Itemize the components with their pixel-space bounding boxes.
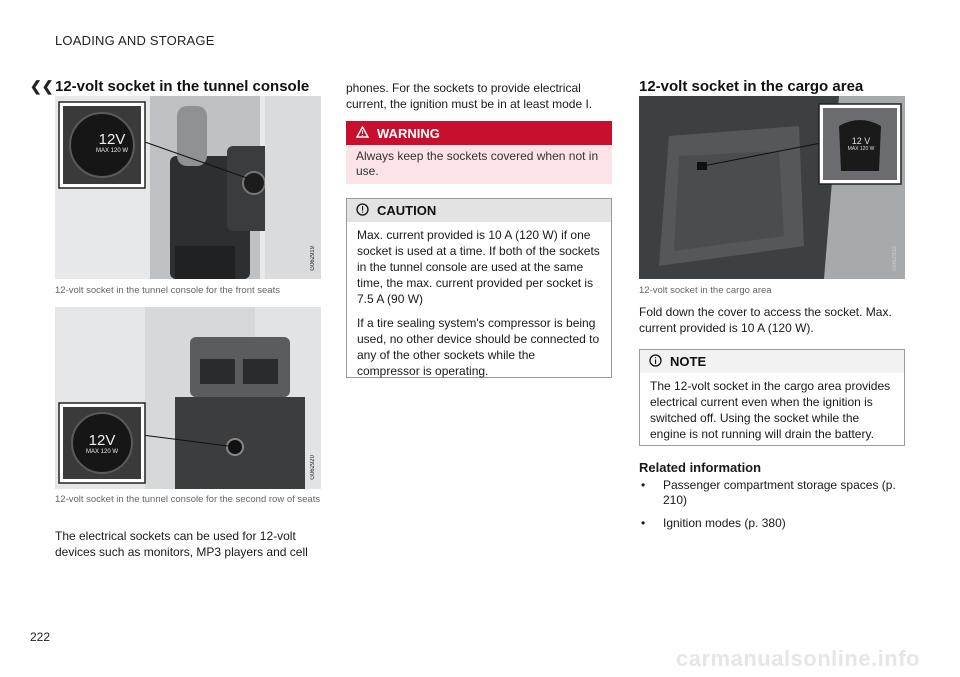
watermark-text: carmanualsonline.info [676,646,920,671]
warning-triangle-icon [356,126,369,141]
figure-front-tunnel-socket [55,96,321,279]
body-text: Fold down the cover to access the socket. Max. current provided is 10 A (120 W). [639,305,892,335]
section-title: LOADING AND STORAGE [55,33,215,48]
note-title: NOTE [670,354,707,369]
note-info-icon [649,354,662,370]
related-info-list [641,478,901,539]
cargo-area-illustration [639,96,905,279]
figure-rear-tunnel-socket [55,307,321,489]
front-console-illustration [55,96,321,279]
socket-label-12v: 12V [98,131,126,148]
figure-cargo-socket [639,96,905,279]
caution-text: Max. current provided is 10 A (120 W) if one socket is used at a time. If both of the sockets in the tunnel console are used at the same time, the max. current provided per socket is 7.5 A (90 W) [357,228,600,306]
note-box [639,349,905,446]
socket-label-12v: 12V [88,432,116,449]
figure-code: G062919 [310,246,316,271]
figure-caption: 12-volt socket in the cargo area [639,285,772,296]
socket-label-12v: 12 V [851,136,871,146]
related-link-ignition-modes[interactable]: • Ignition modes (p. 380) [641,516,901,531]
caution-exclamation-icon [356,203,369,219]
figure-code: G062920 [310,455,316,480]
figure-caption: 12-volt socket in the tunnel console for the front seats [55,285,280,296]
socket-label-max: MAX 120 W [95,148,128,154]
figure-caption: 12-volt socket in the tunnel console for the second row of seats [55,494,321,505]
rear-console-illustration [55,307,321,489]
note-text: The 12-volt socket in the cargo area provides electrical current even when the ignition is switched off. Using the socket while the engine is not running will drain the battery. [650,379,891,441]
socket-label-max: MAX 120 W [85,449,118,455]
heading-cargo-area: 12-volt socket in the cargo area [639,78,864,95]
figure-code: G062932 [892,246,898,271]
related-link-storage-spaces[interactable]: • Passenger compartment storage spaces (p. 210) [641,478,901,508]
caution-title: CAUTION [377,203,437,218]
caution-text: If a tire sealing system's compressor is being used, no other device should be connected to any of the other sockets while the compressor is operating. [357,316,600,378]
heading-tunnel-console: 12-volt socket in the tunnel console [55,78,310,95]
warning-title: WARNING [377,125,440,141]
socket-label-max: MAX 120 W [847,146,875,152]
double-chevron-left-icon[interactable]: ❮❮ [30,78,54,94]
body-text: phones. For the sockets to provide electrical current, the ignition must be in at least mode I. [346,81,593,111]
page-number: 222 [30,630,51,644]
related-info-heading: Related information [639,460,762,475]
warning-text: Always keep the sockets covered when not in use. [356,149,599,178]
warning-box [346,121,612,184]
body-text: The electrical sockets can be used for 12-volt devices such as monitors, MP3 players and cell [55,529,308,559]
caution-box [346,198,612,378]
